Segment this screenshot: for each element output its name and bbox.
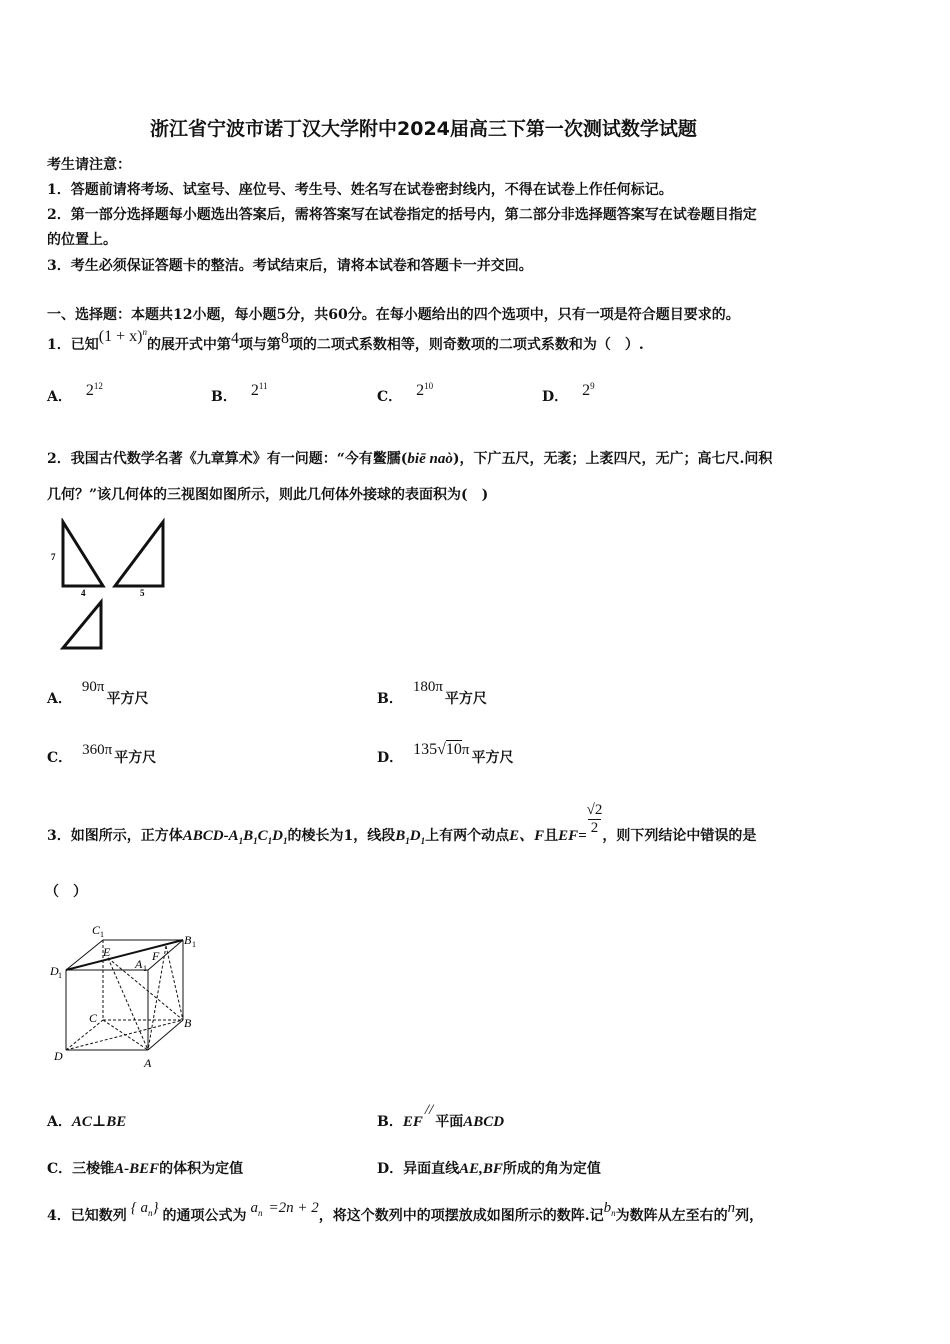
svg-text:1: 1 [143,964,147,973]
svg-text:C: C [92,923,101,937]
q3-option-a[interactable]: A．AC⊥BE [47,1114,127,1130]
cube-figure [48,920,208,1070]
notice-item-2-cont: 的位置上。 [47,232,117,248]
svg-text:D: D [54,1049,63,1063]
page-title: 浙江省宁波市诺丁汉大学附中2024届高三下第一次测试数学试题 [150,118,697,140]
question-1: 1．已知$(1 + x)^n$的展开式中第4项与第8项的二项式系数相等，则奇数项的二项式系数和为（ ）. [47,327,644,353]
question-3-paren: （ ） [45,884,87,900]
label-width-1: 4 [81,588,86,598]
svg-text:D: D [50,964,59,978]
q1-option-a[interactable]: A． $2^{12}$ [47,381,103,405]
question-3: 3．如图所示，正方体ABCD-$A_1B_1C_1D_1$的棱长为1，线段$B_1D_1$上有两个动点E、F且EF= $\frac{√2}{2}$ ，则下列结论中错误的是 [47,802,757,846]
top-view-triangle [63,602,101,648]
q2-option-a[interactable]: A．90π平方尺 [47,679,149,707]
svg-text:A: A [144,1056,152,1070]
notice-item-1: 1．答题前请将考场、试室号、座位号、考生号、姓名写在试卷密封线内，不得在试卷上作任何标记。 [47,182,673,198]
q3-option-c[interactable]: C．三棱锥A-BEF的体积为定值 [47,1161,244,1177]
q2-option-d[interactable]: D． 135√10π 平方尺 [377,741,514,766]
notice-heading: 考生请注意： [47,157,131,173]
svg-text:A: A [135,957,143,971]
q2-option-b[interactable]: B．180π平方尺 [377,679,487,707]
svg-text:1: 1 [192,940,196,949]
svg-text:B: B [184,933,192,947]
question-4: 4．已知数列 { $a_n$} 的通项公式为 $a_n =2n + 2$，将这个数列中的项摆放成如图所示的数阵.记$b_n$为数阵从左至右的n列， [47,1200,764,1224]
q3-option-d[interactable]: D．异面直线AE,BF所成的角为定值 [377,1161,601,1177]
side-view-triangle [115,522,163,586]
three-view-figure [45,518,175,658]
q1-option-d[interactable]: D． $2^9$ [542,381,595,405]
svg-text:1: 1 [58,971,62,980]
label-height: 7 [51,552,56,562]
svg-text:E: E [103,945,111,959]
svg-text:F: F [152,949,160,963]
q3-fraction: $\frac{√2}{2}$ [586,802,603,836]
notice-item-2: 2．第一部分选择题每小题选出答案后，需将答案写在试卷指定的括号内，第二部分非选择题答案写在试卷题目指定 [47,207,757,223]
q1-binomial: (1 + x) [98,328,143,345]
svg-text:1: 1 [100,930,104,939]
label-width-2: 5 [140,588,145,598]
q1-option-b[interactable]: B． $2^{11}$ [211,381,268,405]
svg-text:B: B [184,1016,192,1030]
question-2-line-1: 2．我国古代数学名著《九章算术》有一问题：“今有鳖臑(biē naò)，下广五尺，无袤；上袤四尺，无广；高七尺.问积 [47,451,773,467]
svg-text:C: C [89,1011,98,1025]
q3-option-b[interactable]: B．EF//平面ABCD [377,1102,505,1130]
section-heading: 一、选择题：本题共12小题，每小题5分，共60分。在每小题给出的四个选项中，只有一项是符合题目要求的。 [47,307,740,323]
q2-option-c[interactable]: C． 360π 平方尺 [47,742,157,766]
question-2-line-2: 几何？”该几何体的三视图如图所示，则此几何体外接球的表面积为( ) [47,487,489,503]
sqrt-sign: √ [437,741,446,758]
front-view-triangle [63,522,103,586]
notice-item-3: 3．考生必须保证答题卡的整洁。考试结束后，请将本试卷和答题卡一并交回。 [47,258,533,274]
q1-option-c[interactable]: C． $2^{10}$ [377,381,434,405]
